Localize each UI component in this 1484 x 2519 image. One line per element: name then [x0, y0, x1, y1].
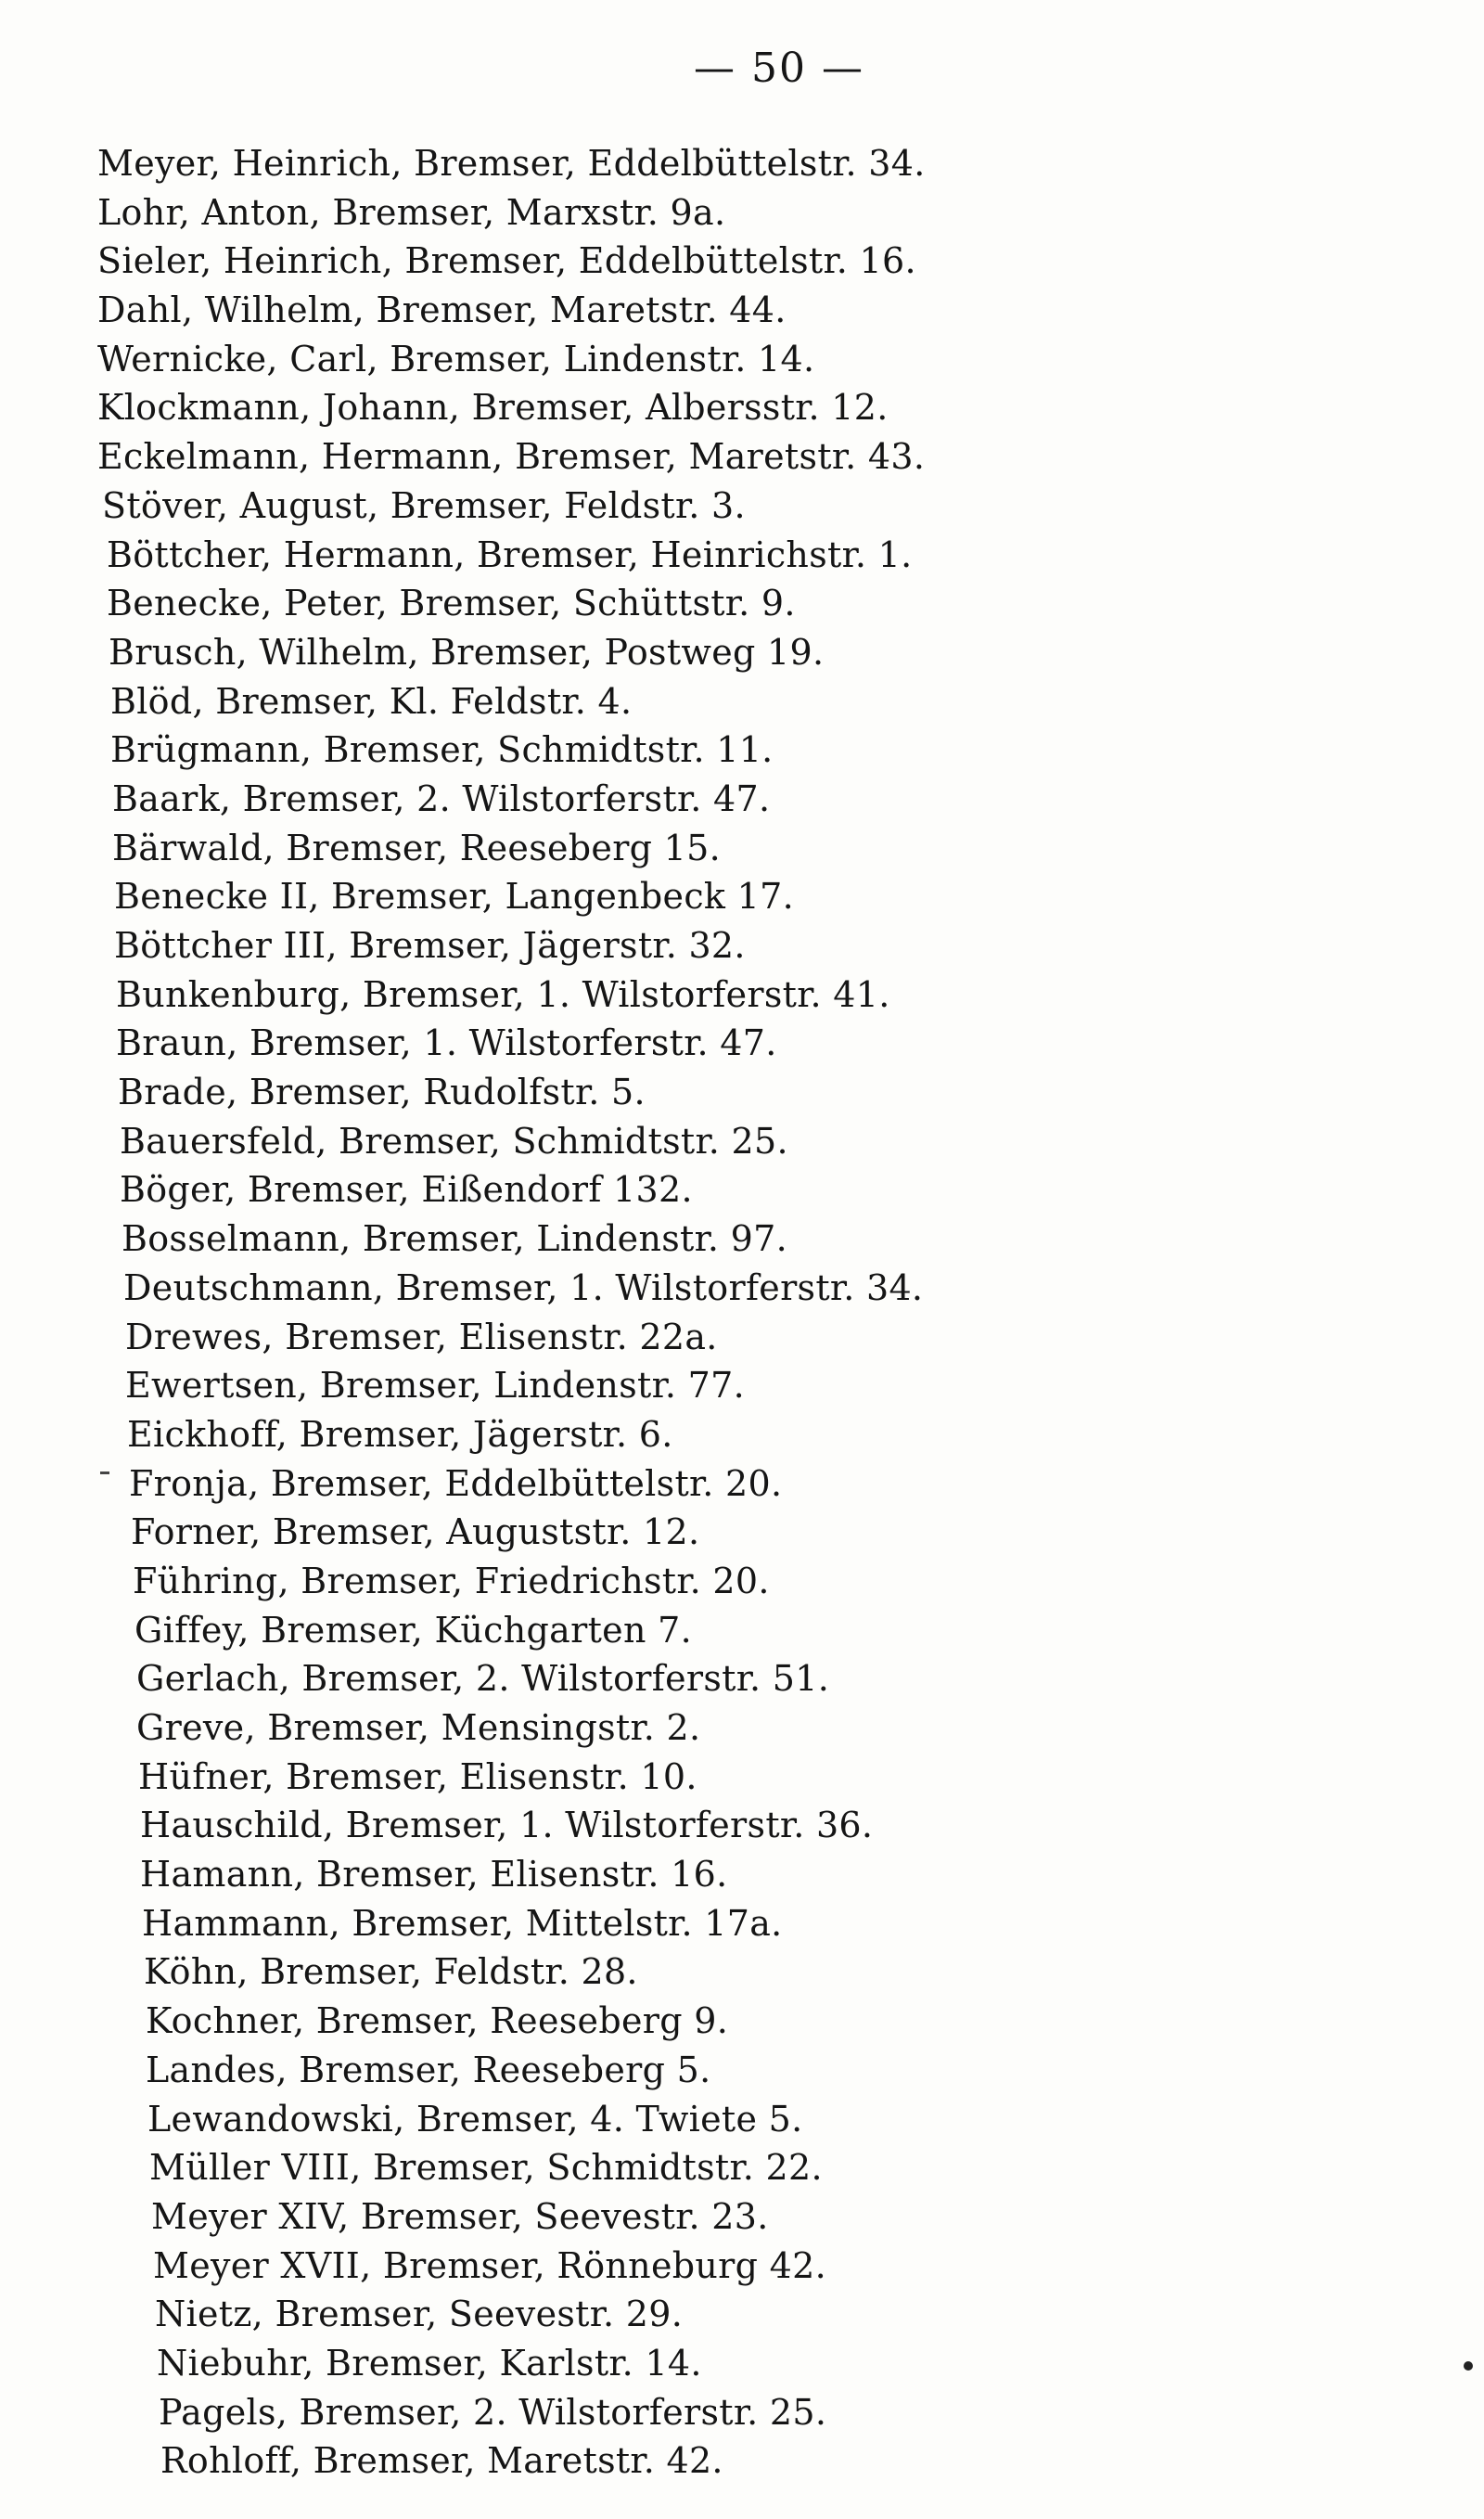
list-item: Brügmann, Bremser, Schmidtstr. 11. — [110, 729, 774, 771]
list-item: Greve, Bremser, Mensingstr. 2. — [136, 1707, 701, 1748]
list-item: Meyer XVII, Bremser, Rönneburg 42. — [153, 2244, 826, 2286]
list-item: Gerlach, Bremser, 2. Wilstorferstr. 51. — [136, 1658, 830, 1700]
list-item: Lohr, Anton, Bremser, Marxstr. 9a. — [97, 191, 726, 233]
list-item: Meyer XIV, Bremser, Seevestr. 23. — [151, 2195, 769, 2237]
list-item: Forner, Bremser, Auguststr. 12. — [131, 1511, 700, 1553]
list-item: Führing, Bremser, Friedrichstr. 20. — [133, 1560, 770, 1601]
address-list — [97, 139, 926, 2486]
list-item: Böttcher, Hermann, Bremser, Heinrichstr. 1. — [107, 533, 913, 575]
list-item: Benecke, Peter, Bremser, Schüttstr. 9. — [107, 583, 796, 624]
list-item: Wernicke, Carl, Bremser, Lindenstr. 14. — [97, 338, 815, 379]
list-item: Müller VIII, Bremser, Schmidtstr. 22. — [149, 2147, 823, 2189]
list-item: Baark, Bremser, 2. Wilstorferstr. 47. — [112, 778, 771, 819]
list-item: Klockmann, Johann, Bremser, Albersstr. 12. — [97, 387, 889, 429]
page-number: — 50 — — [694, 45, 864, 92]
list-item: Eickhoff, Bremser, Jägerstr. 6. — [127, 1413, 673, 1455]
list-item: Hammann, Bremser, Mittelstr. 17a. — [142, 1902, 783, 1944]
list-item: Benecke II, Bremser, Langenbeck 17. — [114, 876, 794, 918]
list-item: Pagels, Bremser, 2. Wilstorferstr. 25. — [159, 2391, 827, 2433]
list-item: Böger, Bremser, Eißendorf 132. — [120, 1169, 693, 1211]
list-item: Böttcher III, Bremser, Jägerstr. 32. — [114, 925, 746, 966]
list-item: Rohloff, Bremser, Maretstr. 42. — [160, 2440, 723, 2482]
list-item: Nietz, Bremser, Seevestr. 29. — [155, 2294, 684, 2335]
list-item: Meyer, Heinrich, Bremser, Eddelbüttelstr. 34. — [97, 143, 926, 184]
list-item: Brusch, Wilhelm, Bremser, Postweg 19. — [109, 631, 825, 673]
list-item: Braun, Bremser, 1. Wilstorferstr. 47. — [116, 1022, 777, 1064]
list-item: Eckelmann, Hermann, Bremser, Maretstr. 43. — [97, 436, 926, 478]
list-item: Drewes, Bremser, Elisenstr. 22a. — [125, 1316, 718, 1357]
list-item: Dahl, Wilhelm, Bremser, Maretstr. 44. — [97, 289, 787, 331]
list-item: Blöd, Bremser, Kl. Feldstr. 4. — [110, 680, 633, 722]
list-item: Bunkenburg, Bremser, 1. Wilstorferstr. 41. — [116, 973, 890, 1015]
list-item: Deutschmann, Bremser, 1. Wilstorferstr. 34. — [123, 1266, 924, 1308]
list-item: Sieler, Heinrich, Bremser, Eddelbüttelstr. 16. — [97, 240, 916, 282]
list-item: Kochner, Bremser, Reeseberg 9. — [146, 2000, 729, 2042]
list-item: Brade, Bremser, Rudolfstr. 5. — [118, 1072, 646, 1113]
list-item: Hamann, Bremser, Elisenstr. 16. — [140, 1854, 728, 1896]
stray-dot — [1464, 2361, 1473, 2371]
list-item: Hüfner, Bremser, Elisenstr. 10. — [138, 1755, 697, 1797]
list-item: Giffey, Bremser, Küchgarten 7. — [134, 1609, 692, 1651]
list-item: Hauschild, Bremser, 1. Wilstorferstr. 36. — [140, 1805, 874, 1846]
list-item: Bosselmann, Bremser, Lindenstr. 97. — [122, 1218, 787, 1260]
list-item: Bärwald, Bremser, Reeseberg 15. — [112, 827, 722, 868]
stray-mark — [100, 1472, 109, 1474]
list-item: Köhn, Bremser, Feldstr. 28. — [144, 1951, 638, 1993]
list-item: Landes, Bremser, Reeseberg 5. — [146, 2049, 711, 2090]
list-item: Stöver, August, Bremser, Feldstr. 3. — [102, 484, 746, 526]
list-item: Niebuhr, Bremser, Karlstr. 14. — [157, 2342, 702, 2384]
list-item: Fronja, Bremser, Eddelbüttelstr. 20. — [129, 1462, 783, 1504]
list-item: Ewertsen, Bremser, Lindenstr. 77. — [125, 1365, 745, 1407]
list-item: Bauersfeld, Bremser, Schmidtstr. 25. — [120, 1120, 788, 1162]
list-item: Lewandowski, Bremser, 4. Twiete 5. — [147, 2098, 803, 2140]
